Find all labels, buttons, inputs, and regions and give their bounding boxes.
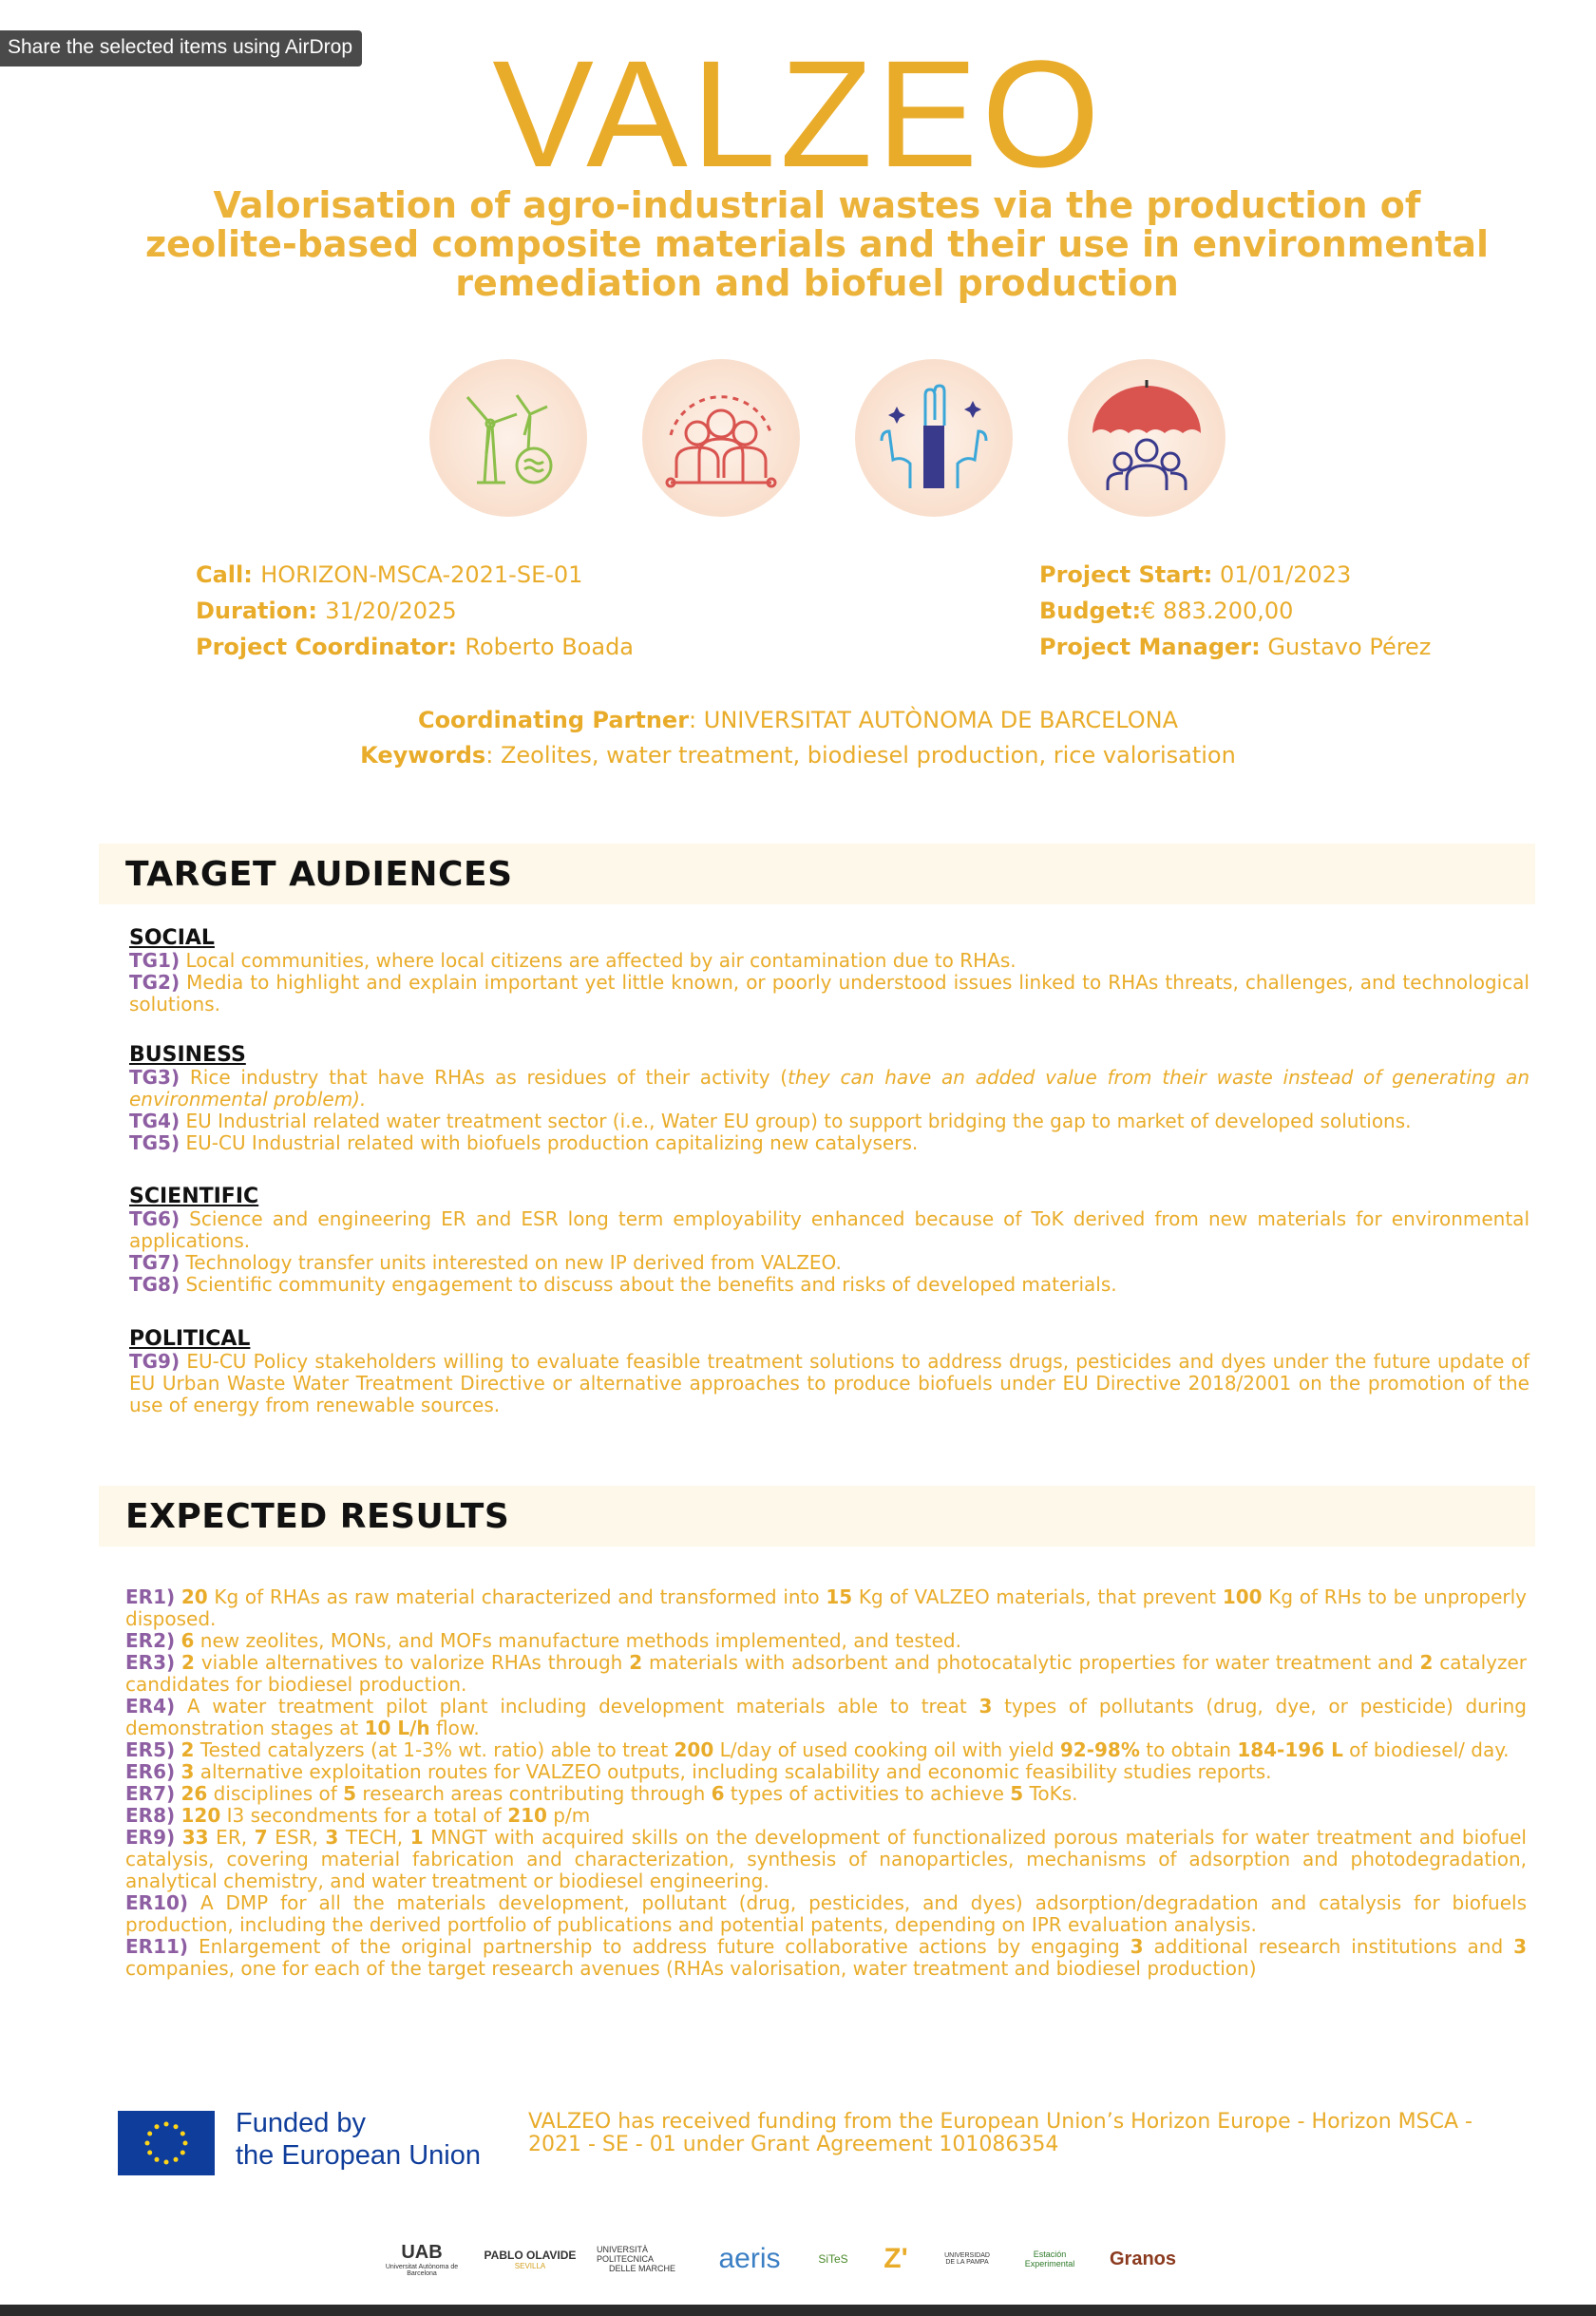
expected-result-item: ER4) A water treatment pilot plant including development materials able to treat 3 types of pollutants (drug, dye, or pesticide) during demonstration stages at 10 L/h flow. bbox=[125, 1695, 1527, 1739]
target-audiences-header: TARGET AUDIENCES bbox=[99, 844, 1535, 904]
tg5: TG5) EU-CU Industrial related with biofuels production capitalizing new catalysers. bbox=[129, 1131, 919, 1154]
funding-statement: VALZEO has received funding from the European Union’s Horizon Europe - Horizon MSCA - 2021 - SE - 01 under Grant Agreement 101086354 bbox=[528, 2110, 1472, 2156]
eu-flag-icon bbox=[118, 2111, 215, 2175]
group-scientific: SCIENTIFIC TG6) Science and engineering ER and ESR long term employability enhanced because of ToK derived from new materials for environmental applications. TG7) Technology transfer units interested on new IP derived from VALZEO. TG8) Scientific community engagement to discuss about the benefits and risks of developed materials. bbox=[129, 1185, 1530, 1296]
expected-result-item: ER5) 2 Tested catalyzers (at 1-3% wt. ratio) able to treat 200 L/day of used cooking oil with yield 92-98% to obtain 184-196 L of biodiesel/ day. bbox=[125, 1738, 1510, 1761]
partner-logos bbox=[380, 2234, 1184, 2284]
sites-logo: SiTeS bbox=[818, 2252, 848, 2266]
page-title: VALZEO bbox=[492, 28, 1104, 199]
project-info-right bbox=[1039, 557, 1431, 665]
airdrop-tooltip: Share the selected items using AirDrop bbox=[0, 30, 362, 66]
expected-results-header: EXPECTED RESULTS bbox=[99, 1486, 1535, 1547]
expected-result-item: ER11) Enlargement of the original partnership to address future collaborative actions by engaging 3 additional research institutions and 3 companies, one for each of the target research avenues (RHAs valorisation, water treatment and biodiesel production) bbox=[125, 1935, 1528, 1980]
window-bottom-edge bbox=[0, 2305, 1596, 2316]
aeris-logo: aeris bbox=[718, 2243, 781, 2274]
funded-by-eu: Funded by the European Union bbox=[236, 2108, 481, 2171]
icon-row bbox=[429, 359, 1226, 517]
info-start: Project Start: 01/01/2023 bbox=[1039, 561, 1352, 588]
community-icon bbox=[642, 359, 800, 517]
umbrella-protection-icon bbox=[1068, 359, 1226, 517]
z-logo: Z' bbox=[884, 2243, 908, 2274]
wind-energy-icon bbox=[429, 359, 587, 517]
keywords: Keywords: Zeolites, water treatment, biodiesel production, rice valorisation bbox=[360, 742, 1236, 769]
expected-result-item: ER3) 2 viable alternatives to valorize RHAs through 2 materials with adsorbent and photocatalytic properties for water treatment and 2 catalyzer candidates for biodiesel production. bbox=[125, 1651, 1528, 1696]
coordinating-partner: Coordinating Partner: UNIVERSITAT AUTÒNOMA DE BARCELONA bbox=[417, 707, 1179, 733]
expected-result-item: ER2) 6 new zeolites, MONs, and MOFs manufacture methods implemented, and tested. bbox=[125, 1629, 961, 1652]
expected-results-list bbox=[125, 1586, 1527, 1980]
univpm-logo: UNIVERSITÀ POLITECNICA DELLE MARCHE bbox=[597, 2245, 676, 2273]
tg8: TG8) Scientific community engagement to discuss about the benefits and risks of developed materials. bbox=[129, 1273, 1117, 1296]
tg3: TG3) Rice industry that have RHAs as residues of their activity (they can have an added value from their waste instead of generating an environmental problem). bbox=[129, 1066, 1530, 1111]
info-manager: Project Manager: Gustavo Pérez bbox=[1039, 634, 1432, 660]
expected-result-item: ER7) 26 disciplines of 5 research areas contributing through 6 types of activities to achieve 5 ToKs. bbox=[125, 1782, 1078, 1805]
info-duration: Duration: 31/20/2025 bbox=[196, 598, 457, 624]
expected-result-item: ER6) 3 alternative exploitation routes for VALZEO outputs, including scalability and economic feasibility studies reports. bbox=[125, 1760, 1272, 1783]
raised-hands-icon bbox=[855, 359, 1013, 517]
tg4: TG4) EU Industrial related water treatment sector (i.e., Water EU group) to support bridging the gap to market of developed solutions. bbox=[129, 1110, 1412, 1132]
project-info-left bbox=[196, 557, 634, 665]
info-call: Call: HORIZON-MSCA-2021-SE-01 bbox=[196, 561, 583, 588]
tg6: TG6) Science and engineering ER and ESR long term employability enhanced because of ToK derived from new materials for environmental applications. bbox=[129, 1207, 1530, 1252]
expected-result-item: ER8) 120 I3 secondments for a total of 210 p/m bbox=[125, 1804, 591, 1827]
group-political: POLITICAL TG9) EU-CU Policy stakeholders willing to evaluate feasible treatment solutions to address drugs, pesticides and dyes under the future update of EU Urban Waste Water Treatment Directive or alternative approaches to produce biofuels under EU Directive 2018/2001 on the promotion of the use of energy from renewable sources. bbox=[129, 1327, 1530, 1416]
granos-logo: Granos bbox=[1109, 2248, 1177, 2269]
expected-result-item: ER9) 33 ER, 7 ESR, 3 TECH, 1 MNGT with acquired skills on the development of functionalized porous materials for water treatment and biofuel catalysis, covering material fabrication and characterization, synthesis of nanoparticles, mechanisms of adsorption and photodegradation, analytical chemistry, and water treatment or biodiesel engineering. bbox=[125, 1826, 1527, 1892]
info-coordinator: Project Coordinator: Roberto Boada bbox=[196, 634, 635, 660]
info-budget: Budget:€ 883.200,00 bbox=[1039, 598, 1294, 624]
expected-result-item: ER10) A DMP for all the materials development, pollutant (drug, pesticides, and dyes) adsorption/degradation and catalysis for biofuels production, including the derived portfolio of publications and potential patents, depending on IPR evaluation analysis. bbox=[125, 1891, 1527, 1936]
group-business: BUSINESS TG3) Rice industry that have RHAs as residues of their activity (they can have an added value from their waste instead of generating an environmental problem). TG4) EU Industrial related water treatment sector (i.e., Water EU group) to support bridging the gap to market of developed solutions. TG5) EU-CU Industrial related with biofuels production capitalizing new catalysers. bbox=[129, 1043, 1530, 1154]
expected-result-item: ER1) 20 Kg of RHAs as raw material characterized and transformed into 15 Kg of VALZEO materials, that prevent 100 Kg of RHs to be unproperly disposed. bbox=[125, 1585, 1527, 1630]
lapampa-logo: UNIVERSIDAD DE LA PAMPA bbox=[944, 2252, 990, 2266]
estacion-logo: Estación Experimental bbox=[1024, 2250, 1075, 2269]
tg9: TG9) EU-CU Policy stakeholders willing to evaluate feasible treatment solutions to address drugs, pesticides and dyes under the future update of EU Urban Waste Water Treatment Directive or alternative approaches to produce biofuels under EU Directive 2018/2001 on the promotion of the use of energy from renewable sources. bbox=[129, 1350, 1530, 1416]
tg1: TG1) Local communities, where local citizens are affected by air contamination due to RHAs. bbox=[129, 949, 1016, 972]
uab-logo: UAB Universitat Autònoma de Barcelona bbox=[385, 2241, 459, 2277]
tg2: TG2) Media to highlight and explain important yet little known, or poorly understood issues linked to RHAs threats, challenges, and technological solutions. bbox=[129, 971, 1530, 1016]
group-social: SOCIAL TG1) Local communities, where local citizens are affected by air contamination due to RHAs. TG2) Media to highlight and explain important yet little known, or poorly understood issues linked to RHAs threats, challenges, and technological solutions. bbox=[129, 926, 1530, 1016]
pablo-olavide-logo: PABLO OLAVIDE SEVILLA bbox=[484, 2248, 577, 2270]
page-subtitle: Valorisation of agro-industrial wastes via the production of zeolite-based composite materials and their use in environmental remediation and biofuel production bbox=[144, 184, 1490, 304]
tg7: TG7) Technology transfer units interested on new IP derived from VALZEO. bbox=[129, 1251, 842, 1274]
